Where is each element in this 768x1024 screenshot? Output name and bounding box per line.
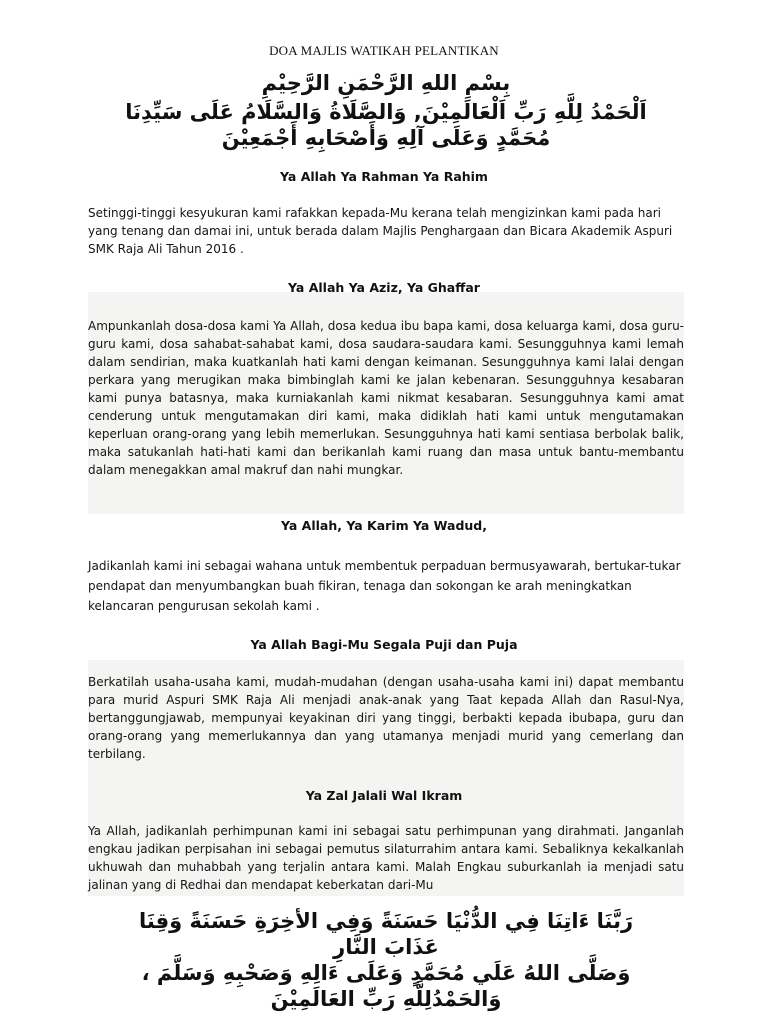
document-title: DOA MAJLIS WATIKAH PELANTIKAN xyxy=(269,43,499,58)
section-heading: Ya Allah, Ya Karim Ya Wadud, xyxy=(280,518,488,533)
section-paragraph: Berkatilah usaha-usaha kami, mudah-mudahan (dengan usaha-usaha kami ini) dapat membantu para murid Aspuri SMK Raja Ali menjadi anak-anak yang Taat kepada Allah dan Rasul-Nya, bertanggungjawab, mempunyai keyakinan diri yang tinggi, berbakti kepada ibubapa, guru dan orang-orang yang memerlukannya dan yang utamanya menjadi murid yang cemerlang dan terbilang. xyxy=(88,675,684,761)
hamdalah-line: اَلْحَمْدُ لِلَّهِ رَبِّ اَلْعَالَمِيْنَ, وَالصَّلَاةُ وَالسَّلَامُ عَلَى سَيِّدِنَا xyxy=(125,100,647,124)
section-heading: Ya Zal Jalali Wal Ikram xyxy=(305,788,463,803)
closing-dua-line: رَبَّنَا ءَاتِنَا فِي الدُّنْيَا حَسَنَةً وَفِي الأخِرَةِ حَسَنَةً وَقِنَا xyxy=(138,909,634,933)
basmalah-line: بِسْمِ اللهِ الرَّحْمَنِ الرَّحِيْمِ xyxy=(261,71,511,95)
section-heading: Ya Allah Ya Aziz, Ya Ghaffar xyxy=(288,280,480,295)
closing-salawat-line: وَصَلَّى اللهُ عَلَي مُحَمَّدٍ وَعَلَى ءَالِهِ وَصَحْبِهِ وَسَلَّمَ ، xyxy=(141,961,631,985)
section-heading: Ya Allah Bagi-Mu Segala Puji dan Puja xyxy=(250,637,518,652)
section-paragraph: Jadikanlah kami ini sebagai wahana untuk membentuk perpaduan bermusyawarah, bertukar-tukar pendapat dan menyumbangkan buah fikiran, tenaga dan sokongan ke arah meningkatkan kelancaran pengurusan sekolah kami . xyxy=(88,559,681,613)
salawat-line: مُحَمَّدٍ وَعَلَى آلِهِ وَأَصْحَابِهِ أَجْمَعِيْنَ xyxy=(221,126,551,150)
section-heading: Ya Allah Ya Rahman Ya Rahim xyxy=(280,169,488,184)
closing-dua-line: عَذَابَ النَّارِ xyxy=(333,935,439,959)
section-paragraph: Ya Allah, jadikanlah perhimpunan kami ini sebagai satu perhimpunan yang dirahmati. Janganlah engkau jadikan perpisahan ini sebagai pemutus silaturrahim antara kami. Sebaliknya kekalkanlah ukhuwah dan muhabbah yang terjalin antara kami. Malah Engkau suburkanlah ia menjadi satu jalinan yang di Redhai dan mendapat keberkatan dari-Mu xyxy=(88,824,684,892)
closing-hamdalah-line: وَالحَمْدُلِلَّهِ رَبِّ العَالَمِيْنَ xyxy=(270,987,502,1011)
section-paragraph: Ampunkanlah dosa-dosa kami Ya Allah, dosa kedua ibu bapa kami, dosa keluarga kami, dosa guru-guru kami, dosa sahabat-sahabat kami, dosa saudara-saudara kami. Sesungguhnya kami lemah dalam sendirian, maka kuatkanlah hati kami dengan keimanan. Sesungguhnya kami lalai dengan perkara yang merugikan maka bimbinglah kami ke jalan kebenaran. Sesungguhnya kesabaran kami punya batasnya, maka kurniakanlah kami nikmat kesabaran. Sesungguhnya kami amat cenderung untuk mengutamakan diri kami, maka didiklah hati kami untuk mengutamakan keperluan orang-orang yang lebih memerlukan. Sesungguhnya hati kami sentiasa berbolak balik, maka satukanlah hati-hati kami dan berikanlah kami ruang dan masa untuk bantu-membantu dalam menegakkan amal makruf dan nahi mungkar. xyxy=(88,319,684,477)
section-paragraph: Setinggi-tinggi kesyukuran kami rafakkan kepada-Mu kerana telah mengizinkan kami pada hari yang tenang dan damai ini, untuk berada dalam Majlis Penghargaan dan Bicara Akademik Aspuri SMK Raja Ali Tahun 2016 . xyxy=(88,206,673,256)
